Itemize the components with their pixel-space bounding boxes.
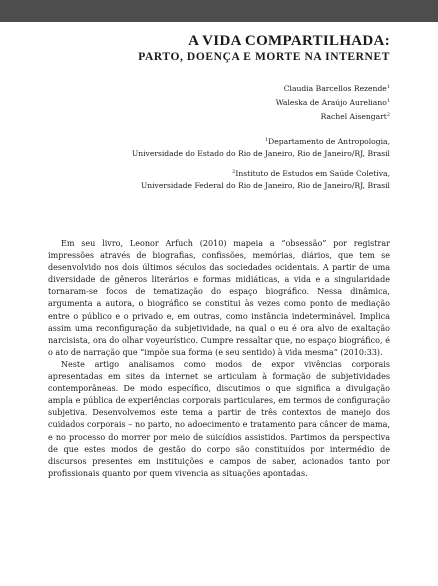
author: Rachel Aisengart$^2$	[320, 112, 390, 121]
title-block	[138, 32, 390, 64]
article-body	[48, 238, 390, 480]
author: Waleska de Araújo Aureliano$^1$	[275, 98, 390, 107]
header-bar	[0, 0, 438, 22]
paragraph: Em seu livro, Leonor Arfuch (2010) mapeia a “obsessão” por registrar impressões através de biografias, confissões, memórias, diários, que tem se desenvolvido nos dois últimos séculos das sociedades ocidentais. A partir de uma diversidade de gêneros literários e formas midiáticas, a vida e a singularidade tornaram-se focos de tematização do espaço biográfico. Nessa dinâmica, argumenta a autora, o biográfico se constitui às vezes como ponto de mediação entre o público e o privado e, em outras, como instância indeterminável. Implica assim uma reconfiguração da subjetividade, na qual o eu é ora alvo de exaltação narcisista, ora do olhar voyeurístico. Cumpre ressaltar que, no espaço biográfico, é o ato de narração que “impõe sua forma (e seu sentido) à vida mesma” (2010:33).	[48, 239, 390, 357]
affiliation-1: $^1$Departamento de Antropologia, Universidade do Estado do Rio de Janeiro, Rio de Janeiro/RJ, Brasil	[131, 137, 390, 158]
article-subtitle: PARTO, DOENÇA E MORTE NA INTERNET	[138, 51, 390, 63]
paragraph: Neste artigo analisamos como modos de expor vivências corporais apresentadas em sites da internet se articulam à formação de subjetividades contemporâneas. De modo específico, discutimos o que significa a divulgação ampla e pública de experiências corporais particulares, em termos de configuração subjetiva. Desenvolvemos este tema a partir de três contextos de manejo dos cuidados corporais – no parto, no adoecimento e tratamento para câncer de mama, e no processo do morrer por meio de suicídios assistidos. Partimos da perspectiva de que estes modos de gestão do corpo são constituídos por intermédio de discursos presentes em instituições e campos de saber, acionados tanto por profissionais quanto por quem vivencia as situações apontadas.	[48, 359, 390, 478]
affiliation-2: $^2$Instituto de Estudos em Saúde Coletiva, Universidade Federal do Rio de Janeiro, Rio de Janeiro/RJ, Brasil	[140, 169, 390, 190]
article-title: A VIDA COMPARTILHADA:	[188, 33, 390, 49]
author-list	[276, 81, 390, 123]
author: Claudia Barcellos Rezende$^1$	[283, 84, 390, 93]
